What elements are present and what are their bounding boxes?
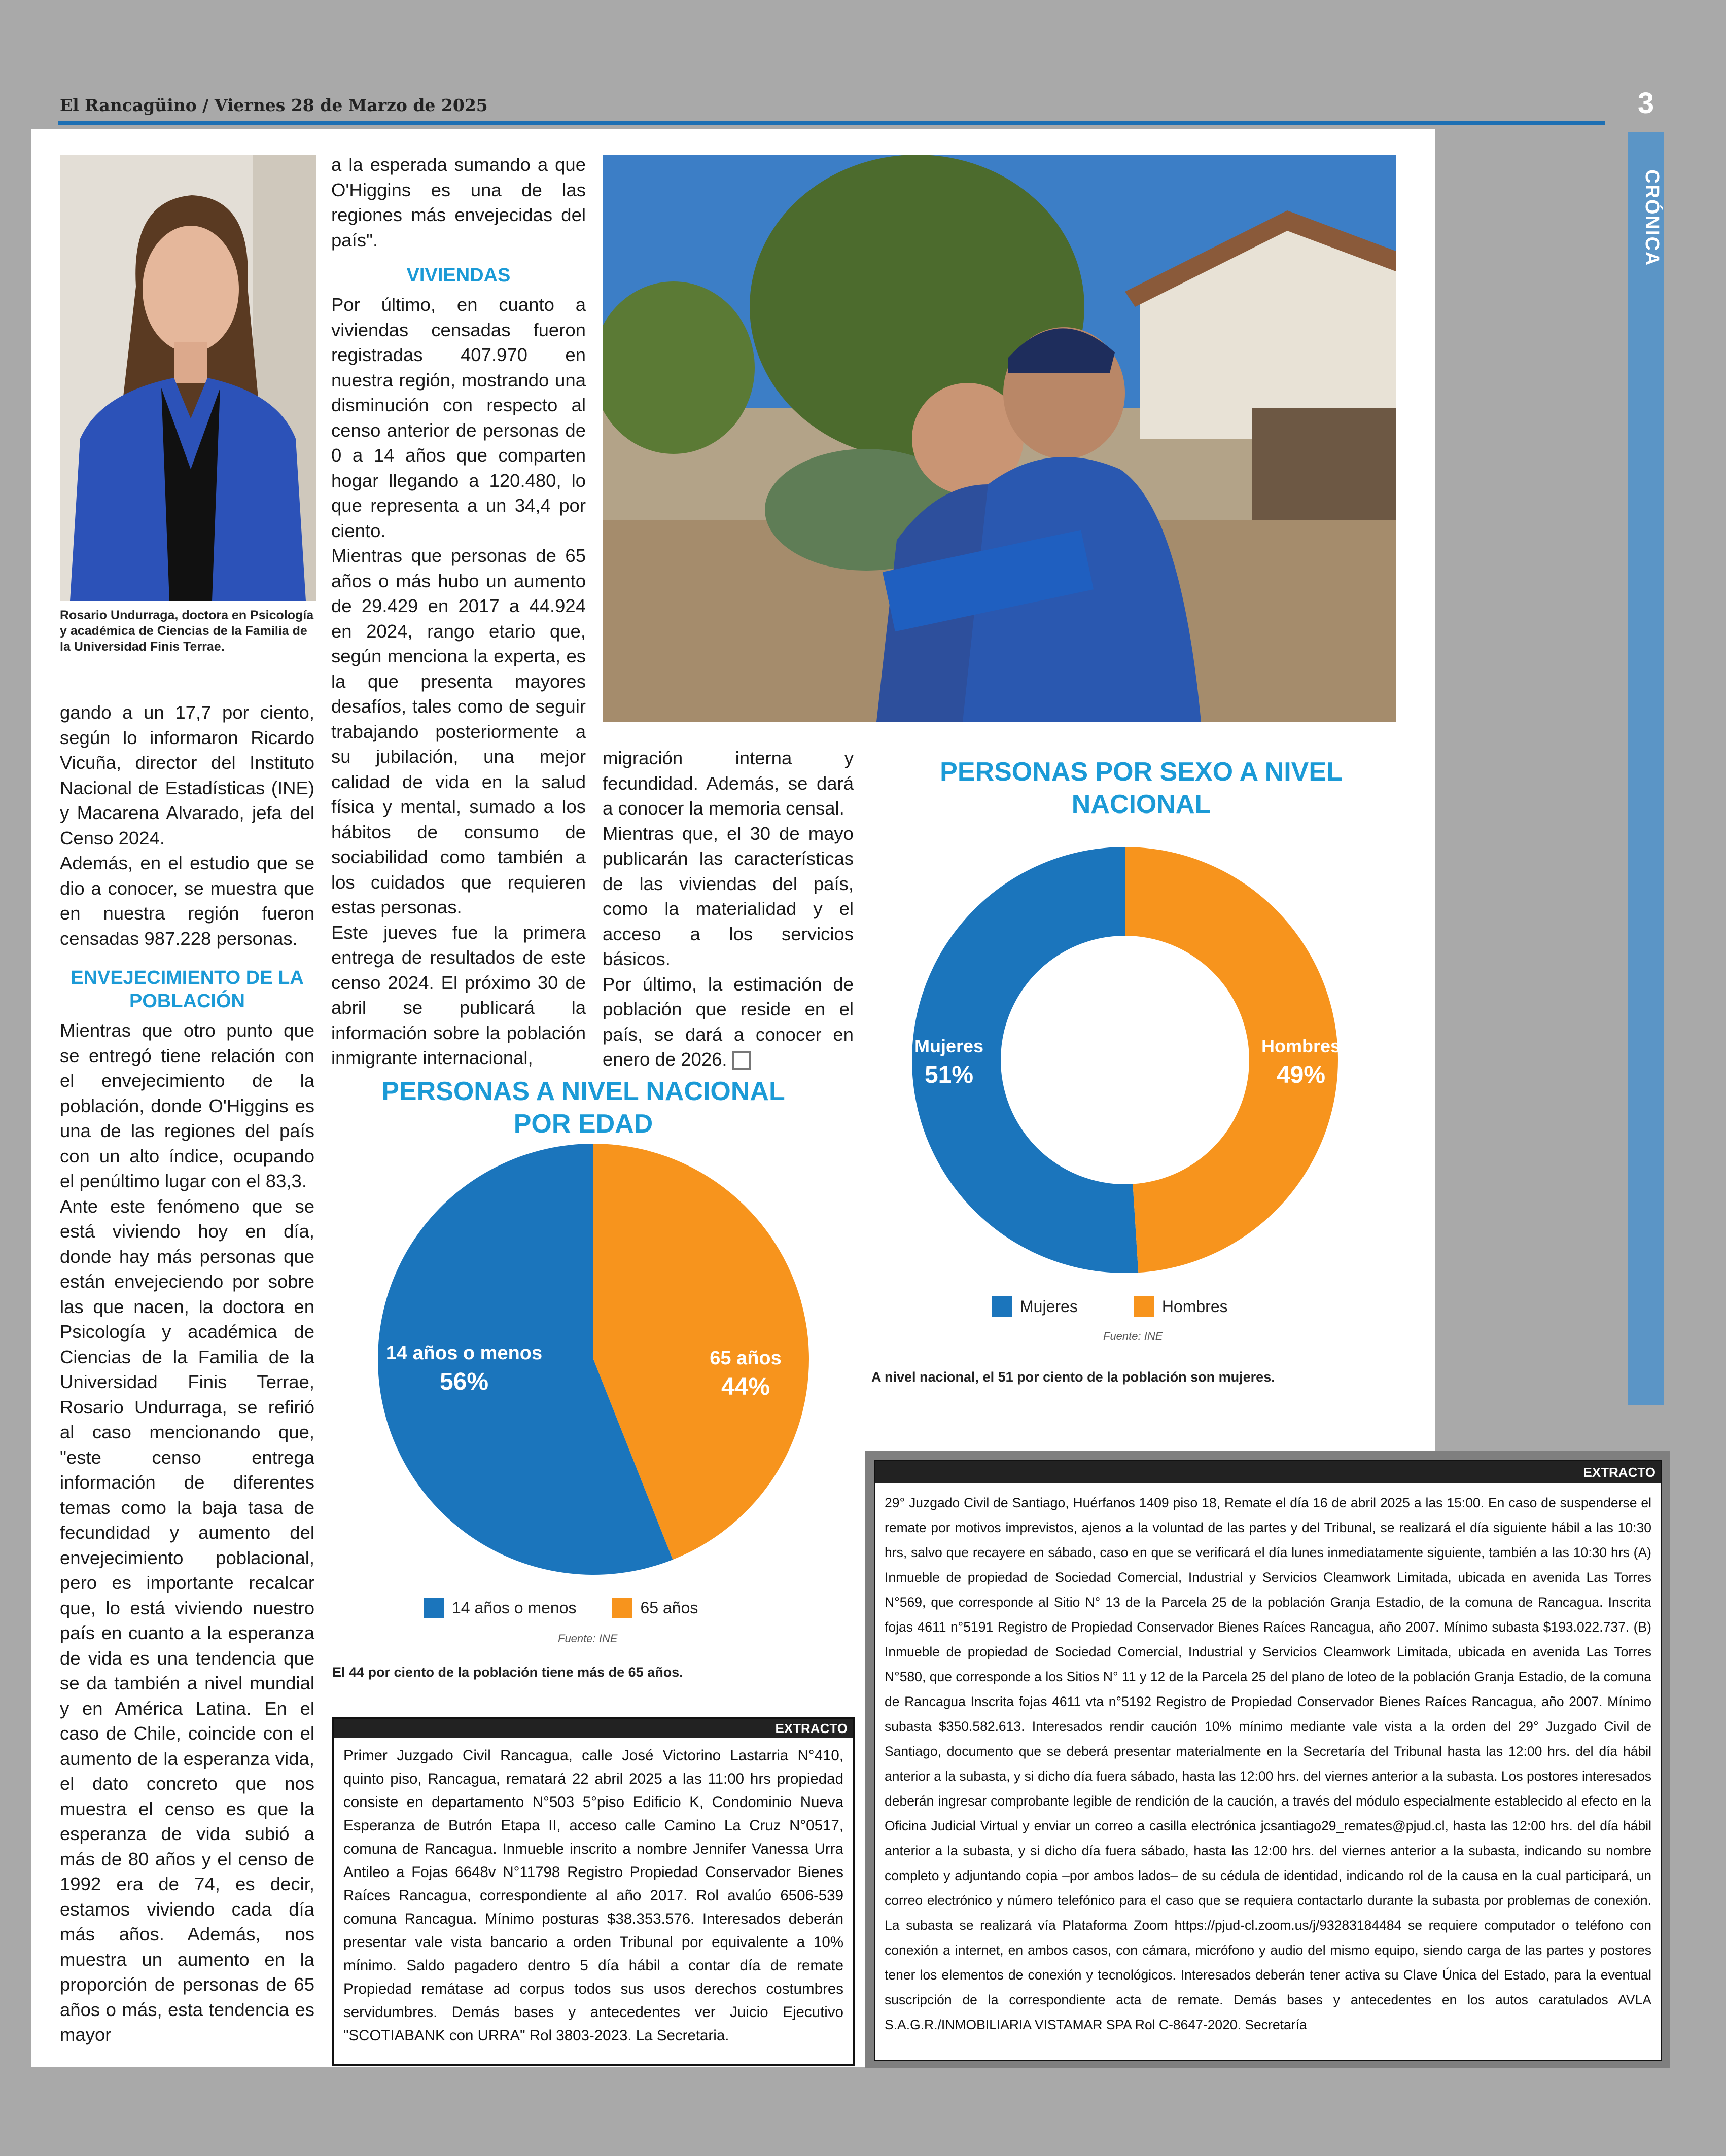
- end-mark-icon: [732, 1051, 751, 1070]
- column-2: [331, 152, 586, 1071]
- header-rule: [58, 121, 1605, 125]
- paragraph: Este jueves fue la primera entrega de resultados de este censo 2024. El próximo 30 de abril se publicará la información sobre la población inmigrante internacional,: [331, 922, 586, 1068]
- portrait-illustration: [60, 155, 316, 601]
- subhead-viviendas: VIVIENDAS: [406, 265, 511, 286]
- legend-swatch-orange: [612, 1598, 632, 1618]
- slice-category-label: 14 años o menos: [385, 1342, 543, 1364]
- chart-sex: [907, 842, 1343, 1278]
- slice-category-label: 65 años: [710, 1348, 782, 1369]
- page-number: 3: [1637, 87, 1654, 120]
- legal-notice-label: EXTRACTO: [334, 1719, 853, 1738]
- legal-notice-1: [332, 1717, 855, 2066]
- chart-age-caption: El 44 por ciento de la población tiene más de 65 años.: [332, 1665, 683, 1680]
- paragraph: Ante este fenómeno que se está viviendo hoy en día, donde hay más personas que están envejeciendo por sobre las que nacen, la doctora en Psicología y académica de Ciencias de la Familia de la Universidad Finis Terrae, Rosario Undurraga, se refirió al caso mencionando que, "este censo entrega información de diferentes temas como la baja tasa de fecundidad y aumento del envejecimiento poblacional, pero es importante recalcar que, lo está viviendo nuestro país en cuanto a la esperanza de vida es una tendencia que se da también a nivel mundial y en América Latina. En el caso de Chile, coincide con el aumento de la esperanza vida, el dato concreto que nos muestra el censo es que la esperanza de vida subió a más de 80 años y el censo de 1992 era de 74, es decir, estamos viviendo cada día más años. Además, nos muestra un aumento en la proporción de personas de 65 años o más, esta tendencia es mayor: [60, 1195, 314, 2045]
- chart-age-legend: [424, 1598, 698, 1618]
- section-sidebar: [1628, 132, 1664, 1405]
- portrait-photo: [60, 155, 316, 601]
- chart-sex-legend: [992, 1296, 1228, 1317]
- paragraph: a la esperada sumando a que O'Higgins es una de las regiones más envejecidas del país".: [331, 154, 586, 251]
- donut-slice-hombres: [1125, 847, 1338, 1273]
- slice-value-label: 49%: [1276, 1062, 1326, 1088]
- chart-age: [365, 1131, 822, 1587]
- column-3: [603, 746, 854, 1072]
- chart-age-source: Fuente: INE: [558, 1632, 618, 1645]
- legal-notice-label: EXTRACTO: [875, 1461, 1661, 1483]
- legend-swatch-blue: [424, 1598, 444, 1618]
- slice-value-label: 51%: [924, 1062, 974, 1088]
- paragraph: migración interna y fecundidad. Además, se dará a conocer la memoria censal.: [603, 748, 854, 819]
- legal-notice-2-frame: [865, 1451, 1670, 2068]
- newspaper-header: El Rancagüino / Viernes 28 de Marzo de 2025: [60, 95, 488, 115]
- census-workers-photo: [603, 155, 1396, 722]
- paragraph: Por último, en cuanto a viviendas censadas fueron registradas 407.970 en nuestra región, mostrando una disminución con respecto al censo anterior de personas de 0 a 14 años que comparten hogar llegando a 120.480, lo que representa a un 34,4 por ciento.: [331, 294, 586, 541]
- legend-swatch-orange: [1134, 1296, 1154, 1317]
- chart-sex-source: Fuente: INE: [1103, 1330, 1163, 1342]
- column-1: [60, 700, 314, 2047]
- portrait-caption: Rosario Undurraga, doctora en Psicología y académica de Ciencias de la Familia de la Universidad Finis Terrae.: [60, 608, 314, 654]
- paragraph-text: Por último, la estimación de población que reside en el país, se dará a conocer en enero de 2026.: [603, 973, 854, 1070]
- paragraph: Mientras que personas de 65 años o más hubo un aumento de 29.429 en 2017 a 44.924 en 2024, rango etario que, según menciona la experta, es la que presenta mayores desafíos, tales como de seguir trabajando posteriormente a su jubilación, una mejor calidad de vida en la salud física y mental, sumado a los hábitos de consumo de sociabilidad como también a los cuidados que requieren estas personas.: [331, 545, 586, 917]
- subhead-envejecimiento: ENVEJECIMIENTO DE LA POBLACIÓN: [71, 967, 304, 1012]
- paragraph: [603, 972, 854, 1072]
- legend-label: 14 años o menos: [452, 1598, 577, 1617]
- legal-notice-text: 29° Juzgado Civil de Santiago, Huérfanos 1409 piso 18, Remate el día 16 de abril 2025 a las 15:00. En caso de suspenderse el remate por motivos imprevistos, ajenos a la voluntad de las partes y del Tribunal, se realizará el día siguiente hábil a las 10:30 hrs, salvo que recayere en sábado, caso en que se verificará el día lunes inmediatamente siguiente, también a las 10:30 hrs (A) Inmueble de propiedad de Sociedad Comercial, Industrial y Servicios Cleamwork Limitada, ubicada en avenida Las Torres N°569, que corresponde al Sitio N° 13 de la Parcela 25 de la población Granja Estadio, de la comuna de Rancagua. Inscrita fojas 4611 n°5191 Registro de Propiedad Conservador Bienes Raíces Rancagua, año 2007. Mínimo subasta $193.022.737. (B) Inmueble de propiedad de Sociedad Comercial, Industrial y Servicios Cleamwork Limitada, ubicada en avenida Las Torres N°580, que corresponde a los Sitios N° 11 y 12 de la Parcela 25 del plano de loteo de la población Granja Estadio, de la comuna de Rancagua Inscrita fojas 4611 vta n°5192 Registro de Propiedad Conservador Bienes Raíces Rancagua, año 2007. Mínimo subasta $350.582.613. Interesados rendir caución 10% mínimo mediante vale vista a la orden del 29° Juzgado Civil de Santiago, documento que se deberá presentar materialmente en la Secretaría del Tribunal hasta las 12:00 hrs. del día hábil anterior a la subasta, y si dicho día fuera sábado, hasta las 12:00 hrs. del viernes anterior a la subasta. Los postores interesados deberán ingresar comprobante legible de rendición de la caución, a través del módulo especialmente establecido al efecto en la Oficina Judicial Virtual y enviar un correo a casilla electrónica jcsantiago29_remates@pjud.cl, hasta las 12:00 hrs. del día hábil anterior a la subasta, y si dicho día fuera sábado, hasta las 12:00 hrs. del viernes anterior a la subasta, indicando su nombre completo y adjuntando copia –por ambos lados– de su cédula de identidad, indicando rol de la causa en la cual participará, un correo electrónico y número telefónico para el caso que se requiera contactarlo durante la subasta por problemas de conexión. La subasta se realizará vía Plataforma Zoom https://pjud-cl.zoom.us/j/93283184484 se requiere computador o teléfono con conexión a internet, en ambos casos, con cámara, micrófono y audio del mismo equipo, siendo carga de las partes y postores tener los elementos de conexión y tecnológicos. Interesados deberán tener activa su Clave Única del Estado, para la eventual suscripción de la correspondiente acta de remate. Demás bases y antecedentes en los autos caratulados AVLA S.A.G.R./INMOBILIARIA VISTAMAR SPA Rol C-8647-2020. Secretaría: [885, 1495, 1651, 2032]
- slice-category-label: Mujeres: [914, 1036, 984, 1056]
- legend-label: Mujeres: [1020, 1297, 1078, 1316]
- chart-sex-title: PERSONAS POR SEXO A NIVEL NACIONAL: [940, 757, 1343, 819]
- slice-value-label: 44%: [721, 1373, 770, 1400]
- paragraph: Además, en el estudio que se dio a conocer, se muestra que en nuestra región fueron censadas 987.228 personas.: [60, 853, 314, 949]
- paragraph: Mientras que, el 30 de mayo publicarán las características de las viviendas del país, como la materialidad y el acceso a los servicios básicos.: [603, 823, 854, 969]
- section-label: CRÓNICA: [1641, 169, 1663, 267]
- chart-sex-caption: A nivel nacional, el 51 por ciento de la población son mujeres.: [871, 1369, 1275, 1385]
- census-photo-illustration: [603, 155, 1396, 722]
- slice-category-label: Hombres: [1261, 1036, 1341, 1056]
- legend-swatch-blue: [992, 1296, 1012, 1317]
- legend-label: Hombres: [1161, 1297, 1228, 1316]
- legal-notice-2: [874, 1460, 1662, 2061]
- legal-notice-text: Primer Juzgado Civil Rancagua, calle José Victorino Lastarria N°410, quinto piso, Rancagua, rematará 22 abril 2025 a las 11:00 hrs propiedad consiste en departamento N°503 5°piso Edificio K, Condominio Nueva Esperanza de Butrón Etapa II, acceso calle Camino La Cruz N°0517, comuna de Rancagua. Inmueble inscrito a nombre Jennifer Vanessa Urra Antileo a Fojas 6648v N°11798 Registro Propiedad Conservador Bienes Raíces Rancagua, correspondiente al año 2017. Rol avalúo 6506-539 comuna Rancagua. Mínimo posturas $38.353.576. Interesados deberán presentar vale vista bancario a orden Tribunal por equivalente a 10% mínimo. Saldo pagadero dentro 5 día hábil a contar día de remate Propiedad remátase ad corpus todos sus usos derechos costumbres servidumbres. Demás bases y antecedentes ver Juicio Ejecutivo "SCOTIABANK con URRA" Rol 3803-2023. La Secretaria.: [343, 1747, 843, 2044]
- donut-slice-mujeres: [912, 847, 1138, 1273]
- slice-value-label: 56%: [439, 1368, 489, 1395]
- legend-label: 65 años: [640, 1598, 698, 1617]
- chart-age-title: PERSONAS A NIVEL NACIONAL POR EDAD: [381, 1077, 785, 1139]
- paragraph: Mientras que otro punto que se entregó tiene relación con el envejecimiento de la población, donde O'Higgins es una de las regiones del país con un alto índice, ocupando el penúltimo lugar con el 83,3.: [60, 1020, 314, 1191]
- paragraph: gando a un 17,7 por ciento, según lo informaron Ricardo Vicuña, director del Instituto Nacional de Estadísticas (INE) y Macarena Alvarado, jefa del Censo 2024.: [60, 702, 314, 849]
